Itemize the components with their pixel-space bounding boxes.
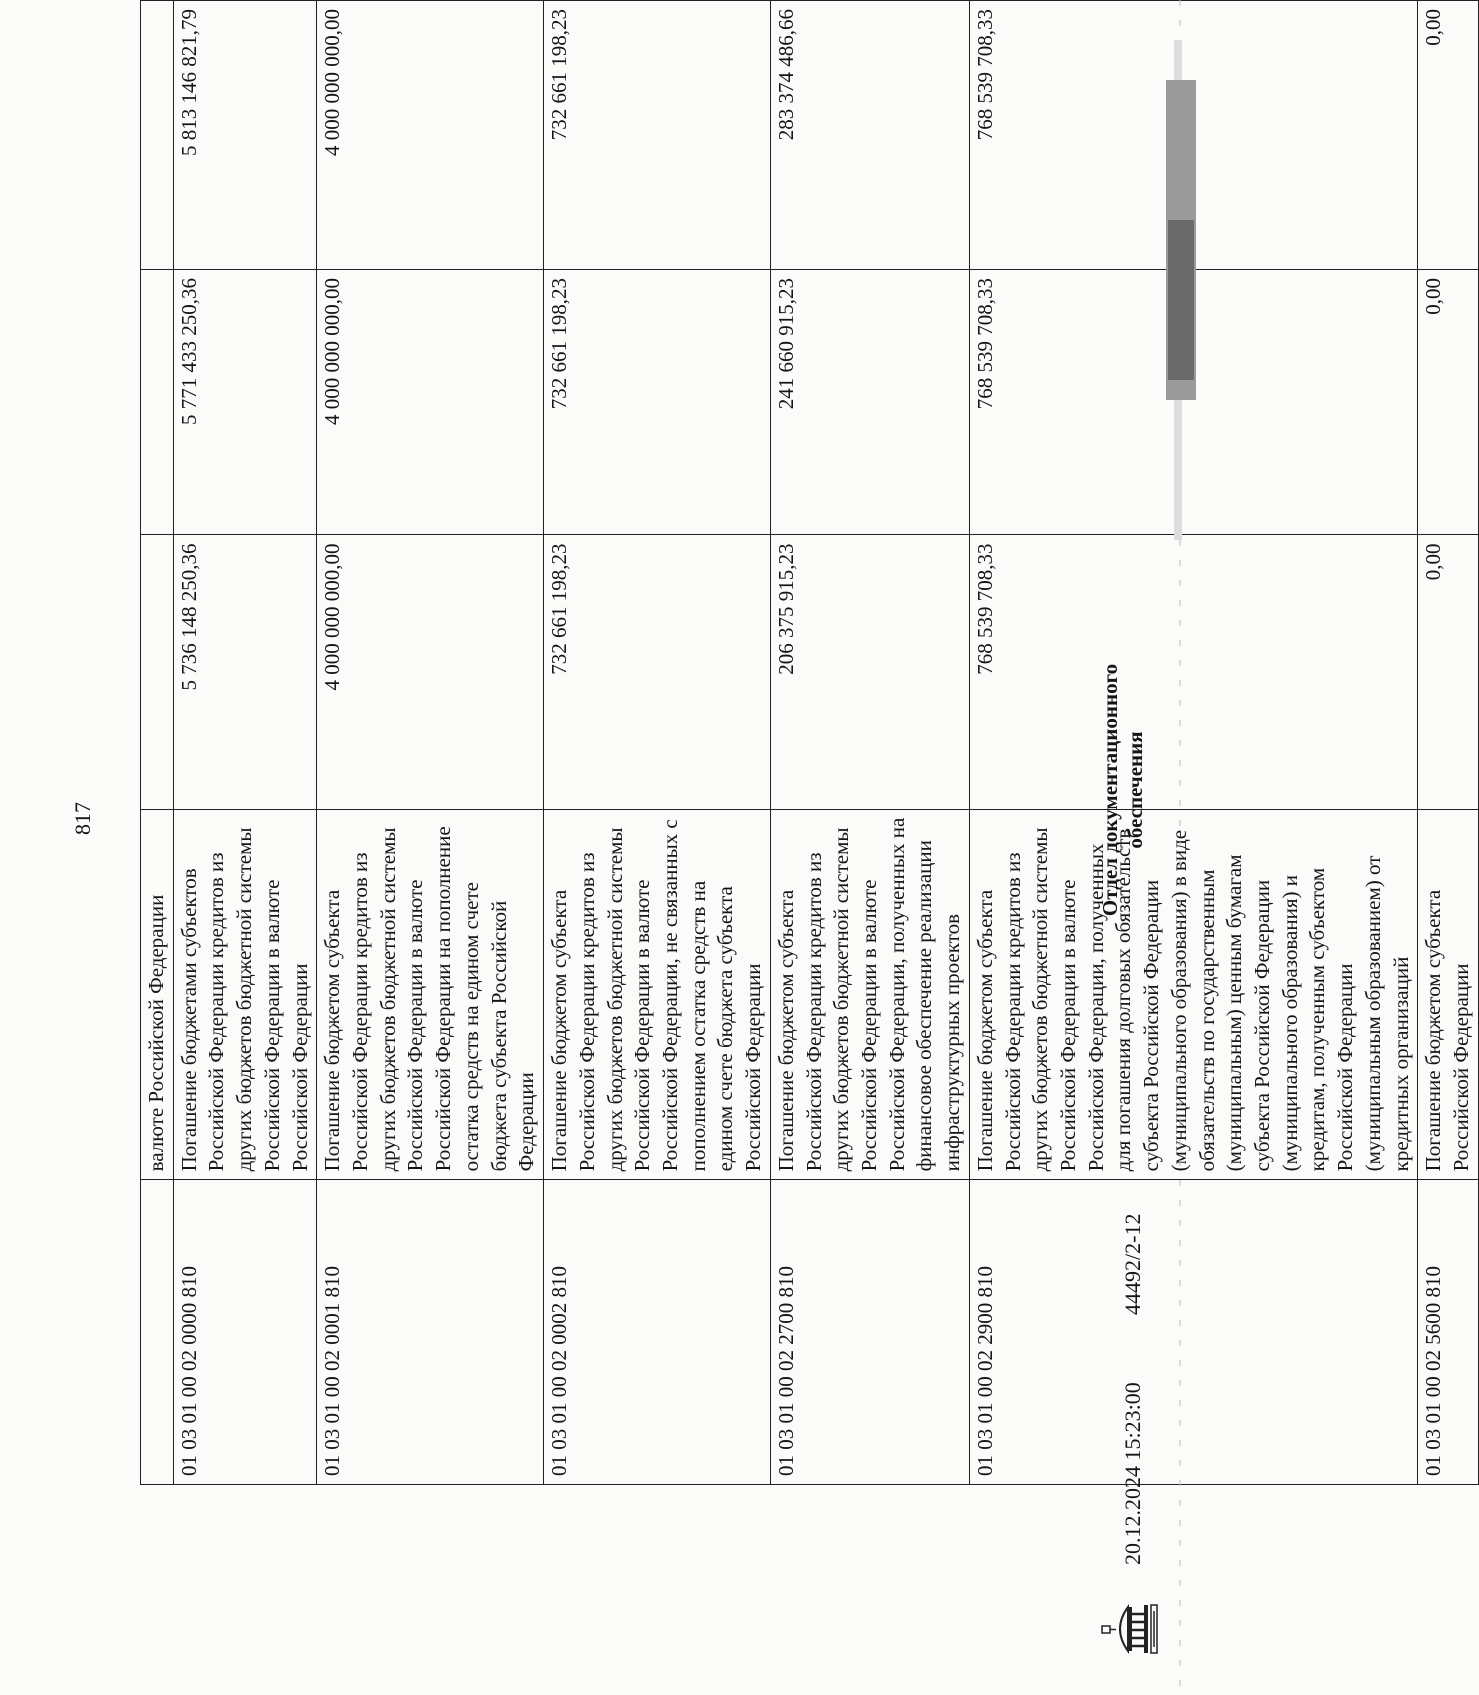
value-cell-2: 732 661 198,23 (544, 270, 771, 535)
value-cell-1: 5 736 148 250,36 (173, 535, 317, 809)
value-cell-2: 4 000 000 000,00 (317, 270, 544, 535)
scan-margin-strip (1160, 0, 1200, 1695)
table-row (544, 1, 771, 1485)
value-cell-1: 732 661 198,23 (544, 535, 771, 809)
code-cell: 01 03 01 00 02 2700 810 (770, 1180, 969, 1485)
value-cell-1: 206 375 915,23 (770, 535, 969, 809)
value-cell-3: 283 374 486,66 (770, 1, 969, 270)
table-row (141, 1, 174, 1485)
code-cell: 01 03 01 00 02 0000 810 (173, 1180, 317, 1485)
footer-date: 20.12.2024 15:23:00 (1120, 1382, 1145, 1565)
value-cell-3: 732 661 198,23 (544, 1, 771, 270)
name-cell: Погашение бюджетом субъекта Российской Федерации кредитов из других бюджетов бюджетной системы Российской Федерации в валюте Российской Федерации, не связанных с пополнением остатка средств на едином счете бюджета субъекта Российской Федерации (544, 809, 771, 1180)
table-row (317, 1, 544, 1485)
value-cell-2: 5 771 433 250,36 (173, 270, 317, 535)
value-cell-2 (141, 270, 174, 535)
value-cell-3: 4 000 000 000,00 (317, 1, 544, 270)
page-number: 817 (70, 802, 95, 835)
table-row (770, 1, 969, 1485)
name-cell: Погашение бюджетом субъекта Российской Федерации кредитов из других бюджетов бюджетной системы Российской Федерации в валюте Российской Федерации, полученных для погашения долговых обязательств субъекта Российской Федерации (муниципального образования) в виде обязательств по государственным (муниципальным) ценным бумагам субъекта Российской Федерации (муниципального образования) и кредитам, полученным субъектом Российской Федерации (муниципальным образованием) от кредитных организаций (969, 809, 1418, 1180)
code-cell: 01 03 01 00 02 5600 810 (1418, 1180, 1478, 1485)
code-cell (141, 1180, 174, 1485)
value-cell-1: 4 000 000 000,00 (317, 535, 544, 809)
footer-reg-number: 44492/2-12 (1120, 1213, 1145, 1315)
table-row (173, 1, 317, 1485)
footer-department-stamp: Отдел документационного обеспечения (1098, 663, 1148, 917)
name-cell: Погашение бюджетом субъекта Российской Федерации (1418, 809, 1478, 1180)
value-cell-2: 241 660 915,23 (770, 270, 969, 535)
name-cell: Погашение бюджетами субъектов Российской Федерации кредитов из других бюджетов бюджетной системы Российской Федерации в валюте Российской Федерации (173, 809, 317, 1180)
value-cell-1 (141, 535, 174, 809)
value-cell-3: 5 813 146 821,79 (173, 1, 317, 270)
value-cell-1: 768 539 708,33 (969, 535, 1418, 809)
duma-building-icon (1100, 1597, 1160, 1661)
code-cell: 01 03 01 00 02 0002 810 (544, 1180, 771, 1485)
value-cell-2: 768 539 708,33 (969, 270, 1418, 535)
name-cell: Погашение бюджетом субъекта Российской Федерации кредитов из других бюджетов бюджетной системы Российской Федерации в валюте Российской Федерации, полученных на финансовое обеспечение реализации инфраструктурных проектов (770, 809, 969, 1180)
value-cell-2: 0,00 (1418, 270, 1478, 535)
budget-table (140, 0, 1479, 1485)
table-row (1418, 1, 1478, 1485)
value-cell-3: 0,00 (1418, 1, 1478, 270)
value-cell-3 (141, 1, 174, 270)
name-cell: Погашение бюджетом субъекта Российской Федерации кредитов из других бюджетов бюджетной системы Российской Федерации в валюте Российской Федерации на пополнение остатка средств на едином счете бюджета субъекта Российской Федерации (317, 809, 544, 1180)
code-cell: 01 03 01 00 02 2900 810 (969, 1180, 1418, 1485)
value-cell-1: 0,00 (1418, 535, 1478, 809)
name-cell: валюте Российской Федерации (141, 809, 174, 1180)
code-cell: 01 03 01 00 02 0001 810 (317, 1180, 544, 1485)
value-cell-3: 768 539 708,33 (969, 1, 1418, 270)
